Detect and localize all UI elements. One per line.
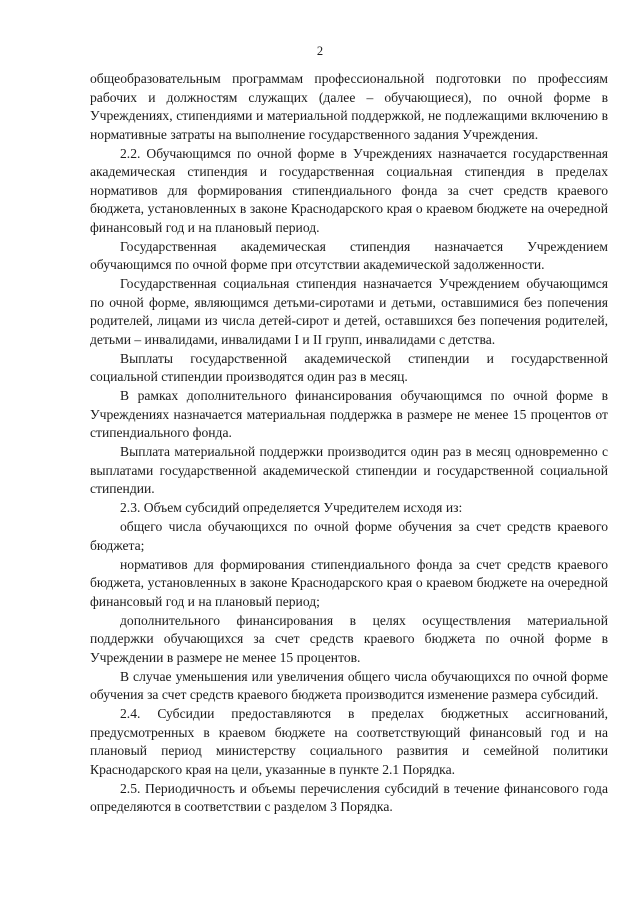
paragraph-2-2: 2.2. Обучающимся по очной форме в Учреждениях назначается государственная академическая стипендия и государственная социальная стипендия в пределах нормативов для формирования стипендиального фонда за счет средств краевого бюджета, установленных в законе Краснодарского края о краевом бюджете на очередной финансовый год и на плановый период. (90, 145, 608, 235)
paragraph-support-payment: Выплата материальной поддержки производится один раз в месяц одновременно с выплатами государственной академической стипендии и государственной социальной стипендии. (90, 444, 608, 496)
paragraph-subsidy-change: В случае уменьшения или увеличения общего числа обучающихся по очной форме обучения за счет средств краевого бюджета производится изменение размера субсидий. (90, 668, 608, 702)
paragraph-material-support: В рамках дополнительного финансирования обучающимся по очной форме в Учреждениях назначается материальная поддержка в размере не менее 15 процентов от стипендиального фонда. (90, 388, 608, 440)
paragraph-continuation: общеобразовательным программам профессиональной подготовки по профессиям рабочих и должностям служащих (далее – обучающиеся), по очной форме в Учреждениях, стипендиями и материальной поддержкой, не подлежащими включению в нормативные затраты на выполнение государственного задания Учреждения. (90, 71, 608, 142)
paragraph-2-3: 2.3. Объем субсидий определяется Учредителем исходя из: (120, 500, 463, 515)
list-item-total-students: общего числа обучающихся по очной форме обучения за счет средств краевого бюджета; (90, 519, 608, 553)
paragraph-2-4: 2.4. Субсидии предоставляются в пределах бюджетных ассигнований, предусмотренных в краевом бюджете на соответствующий финансовый год и на плановый период министерству социального развития и семейной политики Краснодарского края на цели, указанные в пункте 2.1 Порядка. (90, 706, 608, 777)
page-number: 2 (316, 44, 324, 58)
list-item-norms: нормативов для формирования стипендиального фонда за счет средств краевого бюджета, установленных в законе Краснодарского края о краевом бюджете на очередной финансовый год и на плановый период; (90, 556, 608, 609)
paragraph-stipend-payments: Выплаты государственной академической стипендии и государственной социальной стипендии производятся один раз в месяц. (90, 350, 608, 384)
list-item-additional-funding: дополнительного финансирования в целях осуществления материальной поддержки обучающихся за счет средств краевого бюджета по очной форме в Учреждении в размере не менее 15 процентов. (90, 612, 608, 665)
paragraph-academic-stipend: Государственная академическая стипендия назначается Учреждением обучающимся по очной форме при отсутствии академической задолженности. (90, 238, 608, 272)
document-body (90, 70, 608, 817)
paragraph-social-stipend: Государственная социальная стипендия назначается Учреждением обучающимся по очной форме, являющимся детьми-сиротами и детьми, оставшимися без попечения родителей, лицами из числа детей-сирот и детей, оставшихся без попечения родителей, детьми – инвалидами, инвалидами I и II групп, инвалидами с детства. (90, 276, 608, 347)
paragraph-2-5: 2.5. Периодичность и объемы перечисления субсидий в течение финансового года определяются в соответствии с разделом 3 Порядка. (90, 780, 608, 814)
